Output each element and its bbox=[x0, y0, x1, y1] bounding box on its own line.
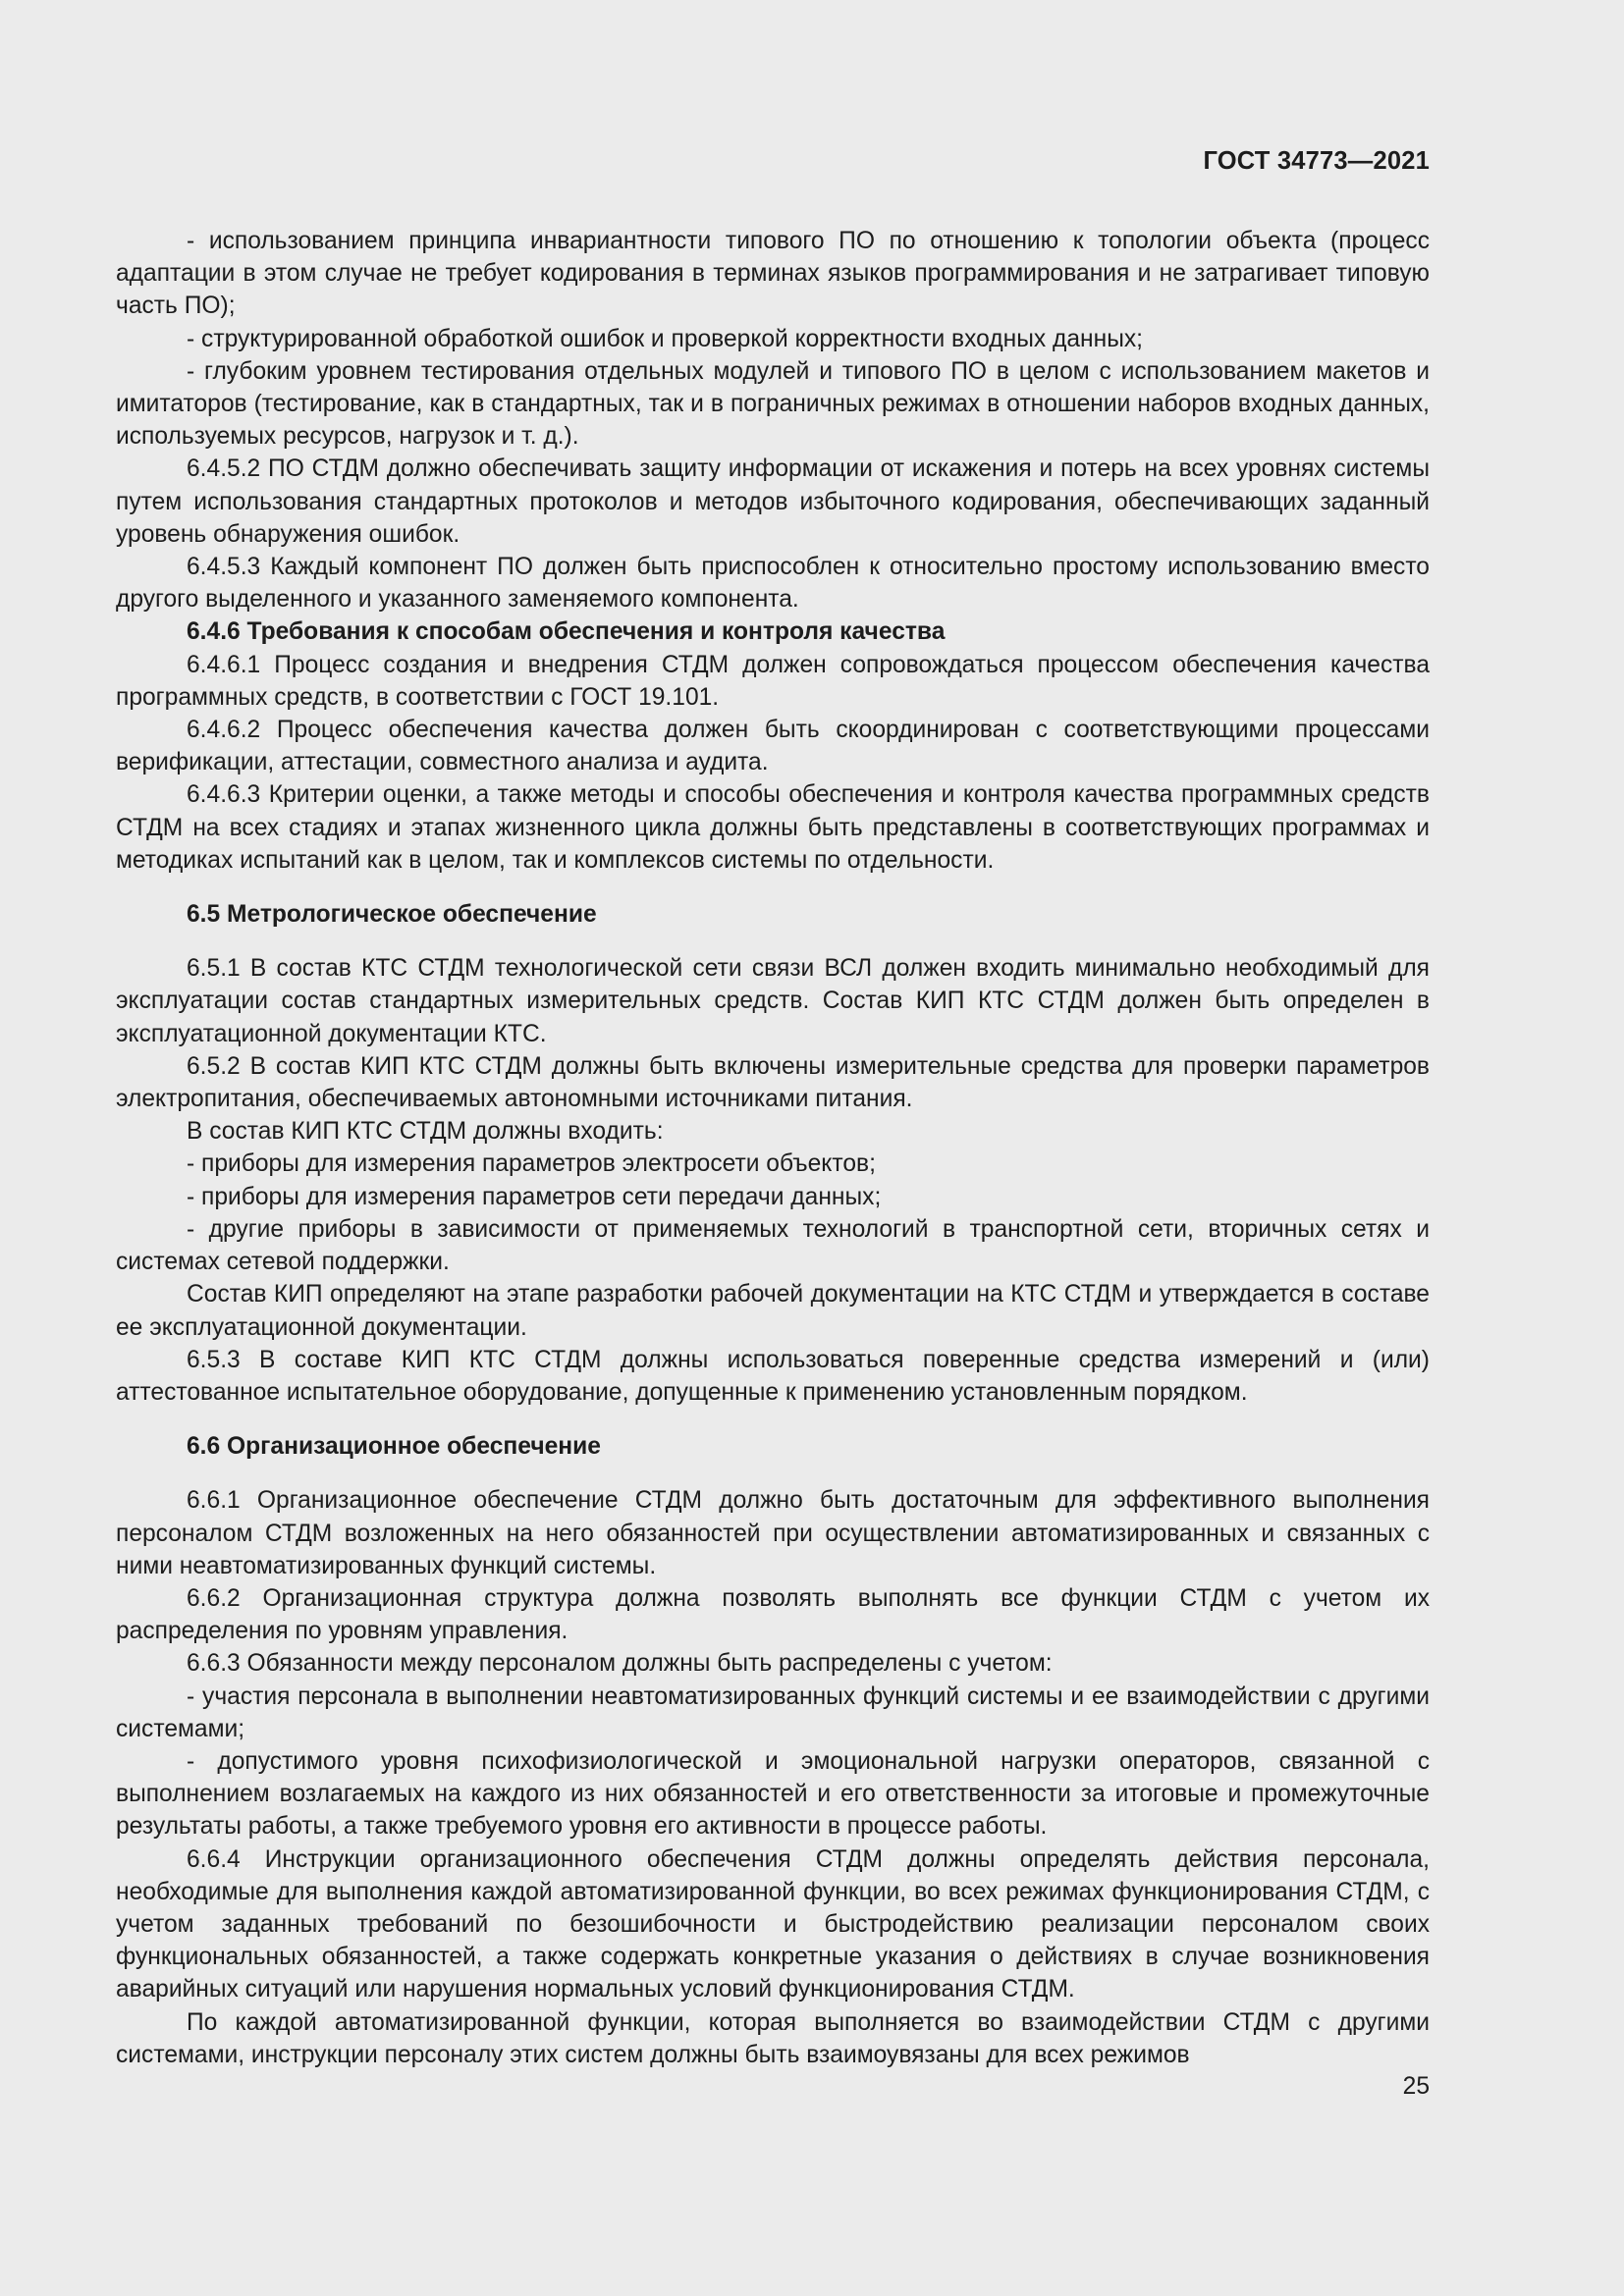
list-item-error-handling: - структурированной обработкой ошибок и проверкой корректности входных данных; bbox=[187, 325, 1143, 352]
document-body bbox=[116, 225, 1430, 2071]
paragraph-kip-composition: Состав КИП определяют на этапе разработки рабочей документации на КТС СТДМ и утверждается в составе ее эксплуатационной документации. bbox=[116, 1281, 1430, 1341]
paragraph-6-5-3: 6.5.3 В составе КИП КТС СТДМ должны использоваться поверенные средства измерений и (или) аттестованное испытательное оборудование, допущенные к применению установленным порядком. bbox=[116, 1346, 1430, 1406]
paragraph-interaction: По каждой автоматизированной функции, которая выполняется во взаимодействии СТДМ с другими системами, инструкции персоналу этих систем должны быть взаимоувязаны для всех режимов bbox=[116, 2008, 1430, 2068]
paragraph-6-5-2: 6.5.2 В состав КИП КТС СТДМ должны быть включены измерительные средства для проверки параметров электропитания, обеспечиваемых автономными источниками питания. bbox=[116, 1052, 1430, 1113]
paragraph-6-6-1: 6.6.1 Организационное обеспечение СТДМ должно быть достаточным для эффективного выполнения персоналом СТДМ возложенных на него обязанностей при осуществлении автоматизированных и связанных с ними неавтоматизированных функций системы. bbox=[116, 1487, 1430, 1579]
list-item-invariance: - использованием принципа инвариантности типового ПО по отношению к топологии объекта (процесс адаптации в этом случае не требует кодирования в терминах языков программирования и не затрагивает типовую часть ПО); bbox=[116, 228, 1430, 320]
paragraph-6-5-1: 6.5.1 В состав КТС СТДМ технологической сети связи ВСЛ должен входить минимально необходимый для эксплуатации состав стандартных измерительных средств. Состав КИП КТС СТДМ должен быть определен в эксплуатационной документации КТС. bbox=[116, 955, 1430, 1047]
heading-6-5: 6.5 Метрологическое обеспечение bbox=[187, 901, 597, 929]
heading-6-6: 6.6 Организационное обеспечение bbox=[187, 1433, 601, 1461]
list-item-load-level: - допустимого уровня психофизиологической и эмоциональной нагрузки операторов, связанной с выполнением возлагаемых на каждого из них обязанностей и его ответственности за итоговые и промежуточные результаты работы, а также требуемого уровня его активности в процессе работы. bbox=[116, 1747, 1430, 1841]
heading-6-4-6: 6.4.6 Требования к способам обеспечения и контроля качества bbox=[187, 618, 946, 646]
paragraph-6-4-6-1: 6.4.6.1 Процесс создания и внедрения СТДМ должен сопровождаться процессом обеспечения качества программных средств, в соответствии с ГОСТ 19.101. bbox=[116, 651, 1430, 711]
list-item-power-meters: - приборы для измерения параметров электросети объектов; bbox=[187, 1150, 876, 1178]
list-item-participation: - участия персонала в выполнении неавтоматизированных функций системы и ее взаимодействии с другими системами; bbox=[116, 1682, 1430, 1742]
document-code-header: ГОСТ 34773—2021 bbox=[1203, 147, 1430, 175]
list-item-other-devices: - другие приборы в зависимости от применяемых технологий в транспортной сети, вторичных сетях и системах сетевой поддержки. bbox=[116, 1215, 1430, 1276]
list-item-testing: - глубоким уровнем тестирования отдельных модулей и типового ПО в целом с использованием макетов и имитаторов (тестирование, как в стандартных, так и в пограничных режимах в отношении наборов входных данных, используемых ресурсов, нагрузок и т. д.). bbox=[116, 357, 1430, 451]
paragraph-6-6-2: 6.6.2 Организационная структура должна позволять выполнять все функции СТДМ с учетом их распределения по уровням управления. bbox=[116, 1584, 1430, 1645]
paragraph-kip-intro: В состав КИП КТС СТДМ должны входить: bbox=[187, 1118, 664, 1146]
paragraph-6-4-5-3: 6.4.5.3 Каждый компонент ПО должен быть приспособлен к относительно простому использованию вместо другого выделенного и указанного заменяемого компонента. bbox=[116, 554, 1430, 614]
paragraph-6-4-6-3: 6.4.6.3 Критерии оценки, а также методы и способы обеспечения и контроля качества программных средств СТДМ на всех стадиях и этапах жизненного цикла должны быть представлены в соответствующих программах и методиках испытаний как в целом, так и комплексов системы по отдельности. bbox=[116, 781, 1430, 874]
paragraph-6-4-5-2: 6.4.5.2 ПО СТДМ должно обеспечивать защиту информации от искажения и потерь на всех уровнях системы путем использования стандартных протоколов и методов избыточного кодирования, обеспечивающих заданный уровень обнаружения ошибок. bbox=[116, 455, 1430, 548]
paragraph-6-6-4: 6.6.4 Инструкции организационного обеспечения СТДМ должны определять действия персонала, необходимые для выполнения каждой автоматизированной функции, во всех режимах функционирования СТДМ, с учетом заданных требований по безошибочности и быстродействию реализации персоналом своих функциональных обязанностей, а также содержать конкретные указания о действиях в случае возникновения аварийных ситуаций или нарушения нормальных условий функционирования СТДМ. bbox=[116, 1845, 1430, 2003]
page-number: 25 bbox=[1402, 2073, 1430, 2100]
paragraph-6-6-3: 6.6.3 Обязанности между персоналом должны быть распределены с учетом: bbox=[187, 1650, 1053, 1678]
list-item-network-meters: - приборы для измерения параметров сети передачи данных; bbox=[187, 1183, 882, 1210]
paragraph-6-4-6-2: 6.4.6.2 Процесс обеспечения качества должен быть скоординирован с соответствующими процессами верификации, аттестации, совместного анализа и аудита. bbox=[116, 717, 1430, 776]
